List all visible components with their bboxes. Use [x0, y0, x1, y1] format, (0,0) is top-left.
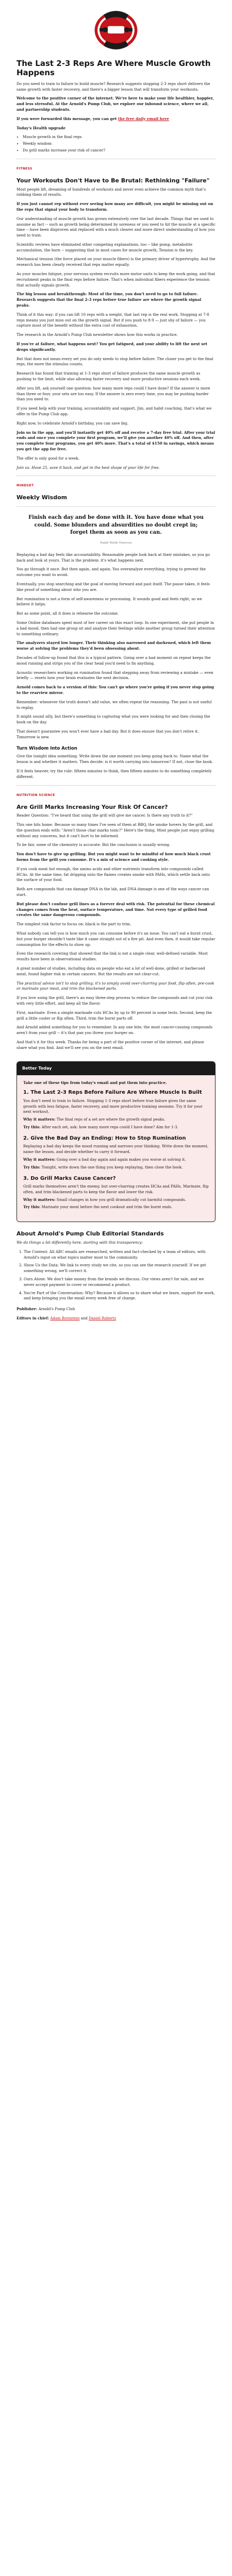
editors-label: Editors in chief: — [16, 1315, 49, 1320]
body-paragraph: That doesn't guarantee you won't ever have a bad day. But it does ensure that you don't relive it. Tomorrow is new. — [16, 729, 199, 739]
body-paragraph: Some Online databases spent most of her career on this exact loop. In one experiment, she put people in a bad mood, then had one group sit and analyze their feelings while another group turned their attention to something ordinary. — [16, 620, 215, 636]
list-item: • Weekly wisdom — [23, 141, 216, 147]
list-item: 3. Ours Alone: We don't take money from the brands we discuss. Our views aren't for sale, and we never accept payment to cover or recommend a product. — [24, 1277, 216, 1288]
why-text: The final reps of a set are where the growth signal peaks. — [56, 1117, 165, 1122]
tip-why — [23, 1197, 209, 1203]
body-paragraph: Give the tonight idea something. Write down the one moment you keep going back to. Name what the lesson is and whether it matters. Then decide: is it worth carrying into tomorrow? If not, close the book. — [16, 754, 213, 765]
list-item: 1. The Content: All ABC emails are researched, written and fact-checked by a team of editors, with Arnold's input on what topics matter most to the community. — [24, 1249, 216, 1261]
body-paragraph: And Arnold added something for you to remember. In any one bite, the most cancer-causing compounds aren't from your grill -- it's that pan you threw your burger on. — [16, 1025, 213, 1036]
publisher-name: Arnold's Pump Club — [38, 1307, 75, 1312]
body-paragraph: This one hits home. Because so many times I've seen of them at BBQ, the smoke hovers by the grill, and the question ends with: "Aren't those char marks toxic?" Here's the thing. Most people just enjoy grilling without any concerns, but it can't hurt to be informed. — [16, 822, 214, 838]
free-email-link[interactable]: the free daily email here — [118, 116, 169, 121]
tip-item — [23, 1136, 209, 1171]
body-paragraph: If you need help with your training, accountability and support, Jim, and habit coaching, that's what we offer in the Pump Club app. — [16, 406, 212, 417]
body-paragraph: Scientific reviews have eliminated other competing explanations, too -- like pump, metabolite accumulation, the burn -- suggesting that in most cases for muscle growth, Tension is the key. — [16, 242, 194, 252]
section-title-wisdom: Weekly Wisdom — [16, 494, 68, 501]
body-paragraph: First, marinate. Even a simple marinade cuts HCAs by up to 90 percent in some tests. Second, keep the grill a little cooler or flip often. Third, trim the burnt parts off. — [16, 1010, 212, 1021]
body-paragraph: Even the research covering that showed that the link is not a single clear, well-defined variable. Most results have been in observational studies. — [16, 951, 208, 962]
promo-tail: The offer is only good for a week. — [16, 455, 79, 461]
promo-italic: Join us. Have 25, save it back, and get in the best shape of your life for free. — [16, 465, 160, 470]
tip-try — [23, 1125, 209, 1130]
why-text: Small changes in how you grill dramatically cut harmful compounds. — [56, 1197, 186, 1202]
editor-link[interactable]: Daniel Roberts — [89, 1316, 117, 1320]
body-paragraph: It might sound silly, but there's something to capturing what you were looking for and then closing the book on the day. — [16, 714, 210, 725]
divider — [16, 785, 216, 786]
standards-list — [24, 1249, 216, 1301]
practical-advice-paragraph: The practical advice isn't to stop grilling; it's to simply avoid over-charring your food, flip often, pre-cook or marinate your meat, and trim the blackened parts. — [16, 980, 214, 991]
welcome-paragraph: Welcome to the positive corner of the internet. We're here to make your life healthier, happier, and less stressful. At the Arnold's Pump Club, we explore our inbound science, where we all, and partnership students. — [16, 96, 214, 112]
body-paragraph: And that's it for this week. Thanks for being a part of the positive corner of the internet, and please share what you find. And we'll see you on the next email. — [16, 1040, 204, 1050]
section-title-fitness: Your Workouts Don't Have to Be Brutal: Rethinking "Failure" — [16, 177, 210, 184]
body-paragraph: Remember: whenever the truth doesn't add value, we often repeat the reasoning. The past is not useful to replay. — [16, 699, 212, 710]
about-title: About Arnold's Pump Club Editorial Standards — [16, 1230, 164, 1238]
body-paragraph: The simplest risk factor to focus on: black is the part to trim. — [16, 922, 131, 927]
body-paragraph: The research in the Arnold's Pump Club newsletter shows how this works in practice. — [16, 332, 178, 337]
pull-quote-citation: Ralph Waldo Emerson — [100, 541, 132, 545]
why-label: Why it matters: — [23, 1197, 56, 1202]
body-paragraph: After you lift, ask yourself one question: how many more reps could I have done? If the answer is more than three or four, your sets are too easy. If the answer is zero every time, you may be pushing harder than you need to. — [16, 385, 210, 402]
section-kicker-mindset: MINDSET — [16, 484, 34, 488]
try-label: Try this: — [23, 1205, 41, 1210]
key-lesson-paragraph: The big lesson and breakthrough: Most of the time, you don't need to go to full failure. Research suggests that the final 2-3 reps before true failure are where the growth signal peaks. — [16, 292, 202, 308]
list-item: • Muscle growth in the final reps — [23, 134, 216, 140]
publisher-line — [16, 1307, 216, 1312]
try-label: Try this: — [23, 1164, 41, 1170]
grilling-advice-paragraph: You don't have to give up grilling. But you might want to be mindful of how much black crust forms from the grill you consume. It's a mix of science and cooking style. — [16, 852, 211, 862]
rearview-paragraph: Arnold comes back to a version of this: You can't go where you're going if you never stop going to the rearview mirror. — [16, 685, 214, 696]
why-text: Going over a bad day again and again makes you worse at solving it. — [56, 1157, 186, 1162]
tip-item — [23, 1090, 209, 1130]
try-text: Tonight, write down the one thing you keep replaying, then close the book. — [41, 1164, 183, 1170]
reader-question: Reader Question: "I've heard that using the grill will give me cancer. Is there any truth to it?" — [16, 813, 193, 818]
try-text: Marinate your meat before the next cookout and trim the burnt ends. — [41, 1205, 173, 1210]
body-paragraph: But as some point, all it does is rehearse the outcome. — [16, 611, 119, 616]
try-text: After each set, ask: how many more reps could I have done? Aim for 1-3. — [41, 1125, 178, 1130]
body-paragraph: A great number of studies, including data on people who eat a lot of well-done, grilled or barbecued meat, found higher risk in certain cancers. But the results are not clear-cut. — [16, 966, 205, 976]
why-label: Why it matters: — [23, 1157, 56, 1162]
body-paragraph: Most people lift, dreaming of hundreds of workouts and never even achieve the common myth that's robbing them of results. — [16, 187, 206, 197]
analyzers-paragraph: The analyzers stayed low longer. Their thinking also narrowed and darkened, which left them worse at solving the problems they'd been obsessing about. — [16, 640, 211, 651]
tip-why — [23, 1157, 209, 1163]
subsection-title-action: Turn Wisdom Into Action — [16, 745, 77, 751]
tip-body: Replaying a bad day keeps the mood running and narrows your thinking. Write down the moment, name the lesson, and decide whether to carry it forward. — [23, 1144, 209, 1155]
body-paragraph: Right now, to celebrate Arnold's birthday, you can save big. — [16, 420, 128, 426]
body-paragraph: Think of it this way: if you can lift 10 reps with a weight, that last rep is the real work. Stopping at 7-8 reps means you just miss out on the growth signal. But if you push to 8-9 — just shy of failure — you capture most of the benefit without the extra cost of exhaustion. — [16, 312, 209, 328]
better-today-body — [17, 1075, 215, 1222]
tip-try — [23, 1165, 209, 1171]
tip-title: 2. Give the Bad Day an Ending: How to Stop Rumination — [23, 1135, 186, 1141]
better-today-header: Better Today — [17, 1062, 215, 1075]
body-paragraph: If you just cannot rep without ever seeing how many are difficult, you might be missing out on the reps that signal your body to transform. — [16, 201, 213, 212]
editor-separator: and — [79, 1316, 89, 1320]
body-paragraph: If you love using the grill, there's an easy three-step process to reduce the compounds and cut your risk with very little effort, and keep all the flavor. — [16, 995, 213, 1006]
tip-title: 3. Do Grill Marks Cause Cancer? — [23, 1175, 116, 1181]
editor-link[interactable]: Adam Bornstein — [50, 1316, 80, 1320]
tip-try — [23, 1205, 209, 1210]
list-item: 4. You're Part of the Conversation: Why? Because it allows us to share what we learn, support the work, and keep bringing you the email every week free of charge. — [24, 1291, 216, 1302]
body-paragraph: If you cook meat hot enough, the amino acids and other nutrients transform into compounds called HCAs. At the same time, fat dripping onto the flames creates smoke with PAHs, which settle back onto the surface of your food. — [16, 866, 210, 883]
body-paragraph: But rumination is not a form of self-awareness or processing. It sounds good and feels right, so we believe it helps. — [16, 596, 202, 607]
body-paragraph: Acoustic researchers working on rumination found that stepping away from reviewing a mistake — even briefly — resets how your brain evaluates the next decision. — [16, 670, 213, 681]
promo-paragraph: Join us in the app, and you'll instantly get 40% off and receive a 7-day free trial. After your trial ends and once you complete your first program, we'll give you another 40% off. And then, after you complete four programs, you get 40% more. That's a total of $150 in savings, which means you get the app for free. — [16, 430, 216, 451]
tip-item — [23, 1176, 209, 1211]
body-paragraph: Eventually, you stop searching and the goal of moving forward and past itself. The pause takes, it feels like proof of something about who you are. — [16, 582, 210, 592]
tip-why — [23, 1117, 209, 1123]
pull-quote: Finish each day and be done with it. You have done what you could. Some blunders and absurdities no doubt crept in; forget them as soon as you can. — [28, 515, 204, 536]
body-paragraph: Research has found that training at 1-3 reps short of failure produces the same muscle growth as pushing to the limit, while also allowing faster recovery and more productive sessions each week. — [16, 371, 201, 382]
body-paragraph: Replaying a bad day feels like accountability. Reasonable people look back at their mistakes, so you go back and look at yours. That is the problem: it's what happens next. — [16, 552, 210, 563]
body-paragraph: You go through it once. But then again, and again. You overanalyze everything, trying to prevent the outcome you want to avoid. — [16, 567, 206, 578]
tip-body: Grill marks themselves aren't the enemy, but over-charring creates HCAs and PAHs. Marinate, flip often, and trim blackened parts to keep the flavor and lower the risk. — [23, 1184, 209, 1194]
highlights-title: Today's Health upgrade — [16, 125, 66, 130]
try-label: Try this: — [23, 1125, 41, 1130]
pump-club-logo-icon — [91, 7, 141, 52]
better-today-box — [16, 1061, 216, 1223]
body-paragraph: As your muscles fatigue, your nervous system recruits more motor units to keep the work going, and that recruitment peaks in the final reps before failure. That's when individual fibers experience the tension that actually signals growth. — [16, 272, 216, 287]
body-paragraph: Both are compounds that can damage DNA in the lab, and DNA damage is one of the ways cancer can start. — [16, 887, 209, 897]
body-paragraph: Mechanical tension (the force placed on your muscle fibers) is the primary driver of hypertrophy. And the research has been clearly received that reps matter equally. — [16, 257, 216, 267]
forward-text: If you were forwarded this message, you can get — [16, 116, 117, 121]
why-label: Why it matters: — [23, 1117, 56, 1122]
editors-line — [16, 1316, 216, 1321]
body-paragraph: If it feels heavier, try the rule: fifteen minutes to think, then fifteen minutes to do something completely different. — [16, 768, 212, 779]
list-item: 2. Show Us the Data: We link to every study we cite, so you can see the research yourself. If we get something wrong, we'll correct it. — [24, 1263, 216, 1274]
intro-paragraph: Do you need to train to failure to build muscle? Research suggests stopping 2-3 reps short delivers the same growth with faster recovery, and there's a bigger lesson that will transform your workouts. — [16, 81, 210, 92]
body-paragraph: But that does not mean every set you do only needs to stop before failure. The closer you get to the final reps, the more the stimulus counts. — [16, 356, 213, 367]
highlights-list — [23, 134, 216, 153]
better-today-intro: Take one of these tips from today's email and put them into practice. — [23, 1080, 167, 1085]
body-paragraph: Our understanding of muscle growth has grown extensively over the last decade. Things that we used to assume as fact -- such as growth being determined by soreness or you need to hit the muscle at a specific time -- have been disproven and replaced with a much clearer and more direct understanding of how you need to train. — [16, 216, 216, 238]
body-paragraph: Decades of follow-up found that this is a typical pattern. Going over a bad moment on repeat keeps the mood running and strips you of the clear head you'd need to fix anything. — [16, 655, 211, 666]
publisher-label: Publisher: — [16, 1307, 38, 1312]
article-title: The Last 2-3 Reps Are Where Muscle Growth Happens — [16, 58, 211, 77]
failure-paragraph: If you're at failure, what happens next? You get fatigued, and your ability to lift the next set drops significantly. — [16, 342, 208, 352]
section-title-grill: Are Grill Marks Increasing Your Risk Of Cancer? — [16, 803, 168, 810]
forward-note — [16, 116, 216, 122]
tip-body: You don't need to train to failure. Stopping 1-3 reps short before true failure gives the same growth with less fatigue, faster recovery, and more productive training sessions. Try it for your next workout. — [23, 1098, 203, 1114]
body-paragraph: To be fair, some of the chemistry is accurate. But the conclusion is usually wrong. — [16, 842, 171, 848]
tip-title: 1. The Last 2-3 Reps Before Failure Are Where Muscle Is Built — [23, 1090, 202, 1096]
grill-lines-paragraph: But please don't confuse grill lines as a forever deal with risk. The potential for these chemical changes comes from the heat, surface temperature, and time. Not every type of grilled food creates the same dangerous compounds. — [16, 901, 215, 918]
logo-container — [16, 7, 216, 54]
section-kicker-fitness: FITNESS — [16, 166, 32, 171]
divider — [16, 506, 216, 507]
section-kicker-nutrition: NUTRITION SCIENCE — [16, 793, 55, 797]
list-item: • Do grill marks increase your risk of cancer? — [23, 148, 216, 154]
about-intro: We do things a bit differently here, starting with this transparency: — [16, 1240, 143, 1245]
body-paragraph: What nobody can tell you is how much you can consume before it's an issue. You can't eat a burnt crust, but your burger shouldn't taste like it came straight out of a fire pit. And even then, it would take regular consumption for the effects to show up. — [16, 931, 216, 947]
